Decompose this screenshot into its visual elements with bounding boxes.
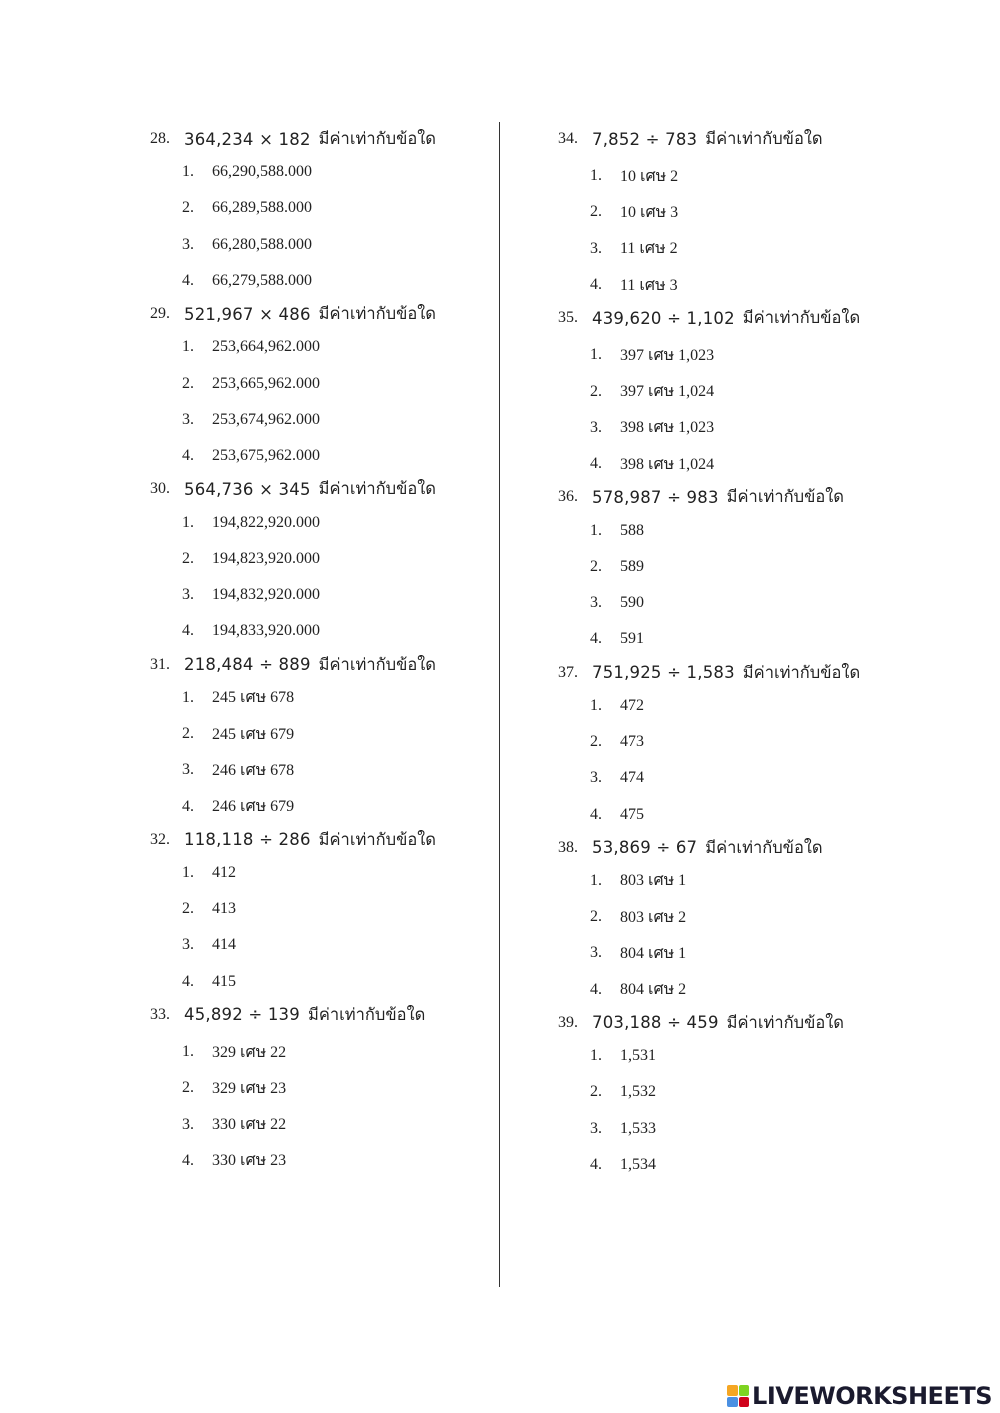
option-text: 194,822,920.000: [212, 513, 320, 531]
answer-option[interactable]: [150, 1070, 495, 1106]
question-prompt: มีค่าเท่ากับข้อใด: [318, 129, 437, 148]
answer-options: [150, 855, 495, 1000]
option-text: 803 เศษ 2: [620, 908, 687, 926]
option-number: 3.: [590, 594, 602, 612]
option-text: 246 เศษ 678: [212, 761, 295, 779]
option-number: 2.: [182, 725, 194, 742]
answer-option[interactable]: [150, 329, 495, 365]
question: [150, 474, 495, 649]
answer-option[interactable]: [558, 512, 938, 548]
option-number: 1.: [182, 338, 194, 356]
option-number: 1.: [182, 513, 194, 531]
question-prompt: มีค่าเท่ากับข้อใด: [307, 1004, 426, 1024]
question: [558, 124, 938, 303]
option-number: 2.: [182, 1079, 194, 1097]
question-expression: 751,925 ÷ 1,583: [592, 663, 735, 683]
answer-option[interactable]: [558, 194, 938, 230]
option-text: 472: [620, 696, 644, 714]
option-text: 330 เศษ 22: [212, 1116, 287, 1134]
question-header: [150, 474, 495, 504]
question-number: 39.: [558, 1013, 578, 1031]
question-number: 36.: [558, 488, 578, 506]
answer-option[interactable]: [558, 585, 938, 621]
question: [558, 482, 938, 657]
option-number: 1.: [182, 1043, 194, 1061]
answer-option[interactable]: [558, 1038, 938, 1074]
logo-square-3: [727, 1397, 738, 1408]
answer-option[interactable]: [150, 752, 495, 788]
answer-option[interactable]: [150, 190, 495, 226]
question-number: 34.: [558, 130, 578, 147]
question-number: 35.: [558, 309, 578, 327]
option-text: 194,833,920.000: [212, 622, 320, 640]
option-text: 415: [212, 972, 236, 990]
option-text: 398 เศษ 1,024: [620, 455, 715, 473]
option-number: 3.: [182, 410, 194, 428]
question-expression: 703,188 ÷ 459: [592, 1013, 719, 1033]
question-prompt: มีค่าเท่ากับข้อใด: [705, 837, 823, 857]
option-number: 2.: [590, 203, 602, 221]
option-number: 1.: [590, 871, 602, 889]
answer-option[interactable]: [150, 855, 495, 891]
option-text: 253,664,962.000: [212, 338, 320, 356]
answer-option[interactable]: [558, 1074, 938, 1110]
answer-option[interactable]: [558, 863, 938, 899]
option-number: 4.: [590, 455, 602, 473]
option-number: 3.: [182, 761, 194, 779]
option-number: 3.: [590, 1119, 602, 1137]
answer-options: [558, 337, 938, 482]
option-text: 804 เศษ 1: [620, 944, 687, 962]
answer-option[interactable]: [558, 337, 938, 373]
question-header: [558, 658, 938, 688]
option-number: 3.: [182, 936, 194, 954]
option-number: 2.: [182, 199, 194, 217]
answer-options: [558, 158, 938, 303]
option-text: 10 เศษ 3: [620, 203, 679, 221]
answer-options: [558, 512, 938, 657]
option-text: 253,675,962.000: [212, 447, 320, 465]
question-prompt: มีค่าเท่ากับข้อใด: [318, 479, 437, 499]
option-number: 1.: [182, 163, 194, 181]
answer-option[interactable]: [150, 154, 495, 190]
question-expression: 578,987 ÷ 983: [592, 487, 719, 507]
question-expression: 364,234 × 182: [184, 129, 311, 149]
answer-option[interactable]: [150, 577, 495, 613]
question-header: [150, 124, 495, 154]
answer-option[interactable]: [558, 621, 938, 657]
option-number: 3.: [590, 769, 602, 787]
answer-options: [150, 154, 495, 299]
option-text: 329 เศษ 23: [212, 1079, 287, 1097]
option-number: 4.: [590, 630, 602, 648]
option-number: 4.: [182, 447, 194, 465]
answer-option[interactable]: [558, 1147, 938, 1183]
question: [558, 1008, 938, 1183]
answer-option[interactable]: [558, 688, 938, 724]
option-number: 3.: [590, 944, 602, 962]
option-number: 2.: [590, 557, 602, 575]
option-text: 588: [620, 521, 644, 539]
logo-square-2: [739, 1385, 750, 1396]
question-header: [150, 1000, 495, 1030]
question-number: 29.: [150, 305, 170, 323]
option-text: 253,665,962.000: [212, 374, 320, 392]
option-number: 2.: [590, 908, 602, 926]
option-number: 4.: [590, 805, 602, 823]
option-number: 1.: [590, 696, 602, 714]
question: [150, 825, 495, 1000]
question-prompt: มีค่าเท่ากับข้อใด: [726, 487, 845, 507]
option-number: 4.: [590, 980, 602, 998]
answer-options: [150, 680, 495, 825]
question-number: 38.: [558, 838, 578, 856]
question-header: [558, 833, 938, 863]
answer-options: [558, 1038, 938, 1183]
answer-option[interactable]: [150, 504, 495, 540]
question-header: [558, 1008, 938, 1038]
option-number: 2.: [590, 733, 602, 750]
question-number: 32.: [150, 830, 170, 848]
answer-option[interactable]: [558, 724, 938, 760]
answer-option[interactable]: [150, 541, 495, 577]
question: [558, 658, 938, 833]
option-number: 2.: [182, 549, 194, 567]
option-text: 194,823,920.000: [212, 549, 320, 567]
option-text: 397 เศษ 1,024: [620, 383, 715, 401]
option-text: 329 เศษ 22: [212, 1043, 287, 1061]
option-text: 1,534: [620, 1155, 656, 1173]
option-text: 803 เศษ 1: [620, 872, 687, 890]
question: [150, 299, 495, 474]
option-number: 2.: [182, 900, 194, 918]
option-number: 1.: [590, 521, 602, 539]
option-text: 10 เศษ 2: [620, 167, 679, 185]
answer-option[interactable]: [558, 446, 938, 482]
option-text: 1,533: [620, 1119, 656, 1137]
option-text: 591: [620, 630, 644, 648]
question-header: [558, 124, 938, 154]
liveworksheets-logo: [727, 1383, 992, 1409]
option-number: 4.: [182, 622, 194, 640]
option-number: 2.: [590, 1083, 602, 1101]
question-expression: 118,118 ÷ 286: [184, 830, 311, 850]
answer-option[interactable]: [558, 760, 938, 796]
answer-option[interactable]: [150, 788, 495, 824]
option-number: 2.: [590, 382, 602, 400]
answer-option[interactable]: [558, 935, 938, 971]
option-number: 2.: [182, 374, 194, 392]
option-text: 1,531: [620, 1047, 656, 1065]
question-expression: 439,620 ÷ 1,102: [592, 308, 735, 328]
answer-option[interactable]: [150, 227, 495, 263]
answer-option[interactable]: [150, 263, 495, 299]
question-header: [558, 303, 938, 333]
answer-option[interactable]: [558, 899, 938, 935]
answer-option[interactable]: [150, 680, 495, 716]
option-number: 4.: [182, 797, 194, 815]
option-text: 398 เศษ 1,023: [620, 419, 715, 437]
answer-option[interactable]: [558, 373, 938, 409]
option-number: 4.: [182, 272, 194, 290]
question-expression: 53,869 ÷ 67: [592, 838, 698, 858]
answer-options: [558, 688, 938, 833]
answer-option[interactable]: [150, 1143, 495, 1179]
answer-option[interactable]: [558, 972, 938, 1008]
option-text: 474: [620, 769, 644, 787]
option-text: 475: [620, 805, 644, 823]
option-number: 1.: [590, 1047, 602, 1065]
question: [150, 124, 495, 299]
question-number: 30.: [150, 480, 170, 498]
answer-option[interactable]: [150, 964, 495, 1000]
option-text: 66,290,588.000: [212, 163, 312, 181]
question-number: 33.: [150, 1005, 170, 1023]
question-header: [150, 650, 495, 680]
question-number: 28.: [150, 130, 170, 147]
option-text: 414: [212, 936, 236, 954]
question: [558, 303, 938, 482]
answer-option[interactable]: [150, 438, 495, 474]
option-number: 3.: [590, 239, 602, 257]
option-number: 1.: [590, 346, 602, 364]
answer-options: [150, 329, 495, 474]
question-number: 31.: [150, 655, 170, 673]
option-text: 412: [212, 863, 236, 881]
logo-square-1: [727, 1385, 738, 1396]
answer-option[interactable]: [558, 549, 938, 585]
answer-options: [558, 863, 938, 1008]
option-number: 1.: [182, 863, 194, 881]
option-text: 11 เศษ 3: [620, 276, 678, 294]
option-number: 4.: [590, 276, 602, 294]
answer-option[interactable]: [558, 158, 938, 194]
option-number: 3.: [182, 235, 194, 253]
option-text: 1,532: [620, 1083, 656, 1101]
question-number: 37.: [558, 663, 578, 681]
option-text: 11 เศษ 2: [620, 240, 678, 258]
question-prompt: มีค่าเท่ากับข้อใด: [742, 662, 861, 682]
logo-text: LIVEWORKSHEETS: [752, 1382, 992, 1410]
answer-option[interactable]: [150, 402, 495, 438]
question-header: [150, 299, 495, 329]
answer-option[interactable]: [150, 927, 495, 963]
answer-option[interactable]: [150, 716, 495, 752]
option-number: 1.: [590, 167, 602, 185]
option-text: 245 เศษ 679: [212, 725, 295, 743]
option-text: 66,279,588.000: [212, 272, 312, 290]
answer-option[interactable]: [150, 1034, 495, 1070]
question-header: [150, 825, 495, 855]
question-expression: 564,736 × 345: [184, 479, 311, 499]
answer-option[interactable]: [150, 1107, 495, 1143]
option-text: 397 เศษ 1,023: [620, 346, 715, 364]
option-text: 194,832,920.000: [212, 586, 320, 604]
option-number: 3.: [590, 418, 602, 436]
question-expression: 521,967 × 486: [184, 304, 311, 324]
question: [150, 1000, 495, 1179]
question-prompt: มีค่าเท่ากับข้อใด: [705, 129, 823, 148]
option-text: 413: [212, 900, 236, 918]
question-prompt: มีค่าเท่ากับข้อใด: [318, 829, 437, 849]
question: [150, 650, 495, 825]
answer-options: [150, 1034, 495, 1179]
option-text: 804 เศษ 2: [620, 981, 687, 999]
option-number: 4.: [590, 1155, 602, 1173]
option-text: 590: [620, 594, 644, 612]
question-expression: 218,484 ÷ 889: [184, 655, 311, 675]
option-number: 1.: [182, 688, 194, 706]
answer-option[interactable]: [150, 365, 495, 401]
answer-option[interactable]: [558, 410, 938, 446]
option-number: 4.: [182, 1151, 194, 1169]
question-prompt: มีค่าเท่ากับข้อใด: [318, 654, 437, 674]
logo-mark-icon: [727, 1385, 749, 1407]
option-text: 589: [620, 557, 644, 575]
question-header: [558, 482, 938, 512]
question-expression: 7,852 ÷ 783: [592, 129, 698, 149]
question: [558, 833, 938, 1008]
option-number: 3.: [182, 1115, 194, 1133]
answer-option[interactable]: [558, 231, 938, 267]
question-prompt: มีค่าเท่ากับข้อใด: [726, 1012, 845, 1032]
answer-option[interactable]: [558, 1111, 938, 1147]
column-divider: [499, 122, 500, 1287]
option-number: 4.: [182, 972, 194, 990]
question-expression: 45,892 ÷ 139: [184, 1005, 300, 1025]
option-text: 66,280,588.000: [212, 235, 312, 253]
option-number: 3.: [182, 586, 194, 604]
answer-option[interactable]: [558, 267, 938, 303]
answer-option[interactable]: [150, 613, 495, 649]
logo-square-4: [739, 1397, 750, 1408]
question-prompt: มีค่าเท่ากับข้อใด: [318, 304, 437, 324]
option-text: 245 เศษ 678: [212, 689, 295, 707]
right-column: [558, 124, 938, 1183]
answer-option[interactable]: [150, 891, 495, 927]
option-text: 66,289,588.000: [212, 199, 312, 217]
answer-option[interactable]: [558, 796, 938, 832]
option-text: 246 เศษ 679: [212, 798, 295, 816]
left-column: [150, 124, 495, 1179]
option-text: 473: [620, 733, 644, 750]
option-text: 330 เศษ 23: [212, 1152, 287, 1170]
answer-options: [150, 504, 495, 649]
option-text: 253,674,962.000: [212, 410, 320, 428]
question-prompt: มีค่าเท่ากับข้อใด: [742, 308, 861, 328]
